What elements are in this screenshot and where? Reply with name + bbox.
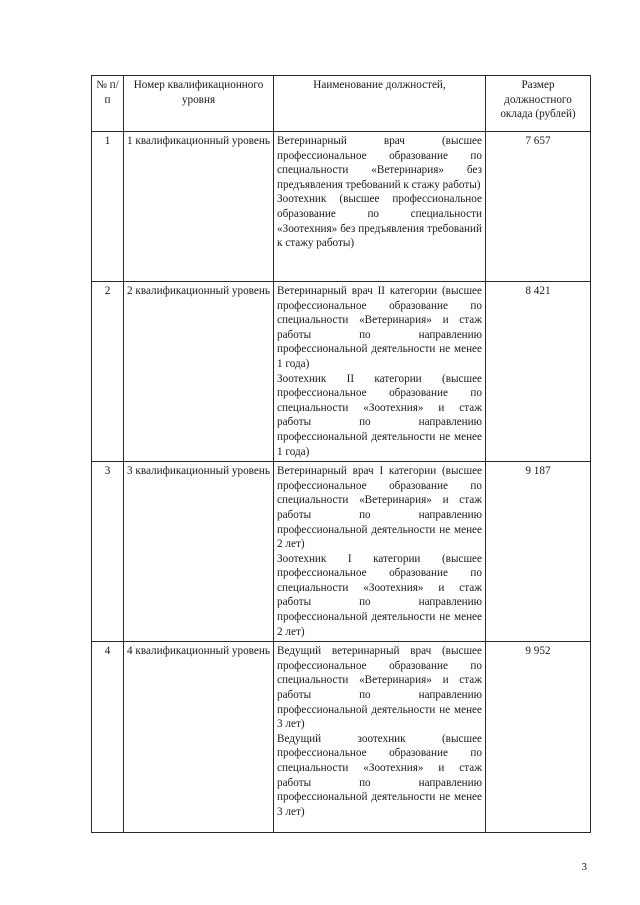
row-number: 3 [92, 462, 124, 642]
table-row [92, 282, 591, 462]
table-row [92, 132, 591, 282]
header-level: Номер квалификационного уровня [124, 76, 274, 132]
page-number: 3 [581, 861, 587, 873]
position-text: Ведущий зоотехник (высшее профессиональное образование по специальности «Зоотехния» и стаж работы по направлению профессиональной деятельности не менее 3 лет) [277, 732, 482, 818]
row-salary: 9 952 [486, 642, 591, 833]
header-number: № п/п [92, 76, 124, 132]
row-level: 3 квалификационный уровень [124, 462, 274, 642]
row-salary: 9 187 [486, 462, 591, 642]
row-positions [274, 282, 486, 462]
table-header-row [92, 76, 591, 132]
row-positions [274, 132, 486, 282]
row-positions [274, 462, 486, 642]
table-row [92, 462, 591, 642]
row-positions [274, 642, 486, 833]
header-salary: Размер должностного оклада (рублей) [486, 76, 591, 132]
position-text: Зоотехник II категории (высшее профессиональное образование по специальности «Зоотехния» и стаж работы по направлению профессиональной деятельности не менее 1 года) [277, 372, 482, 458]
row-level: 4 квалификационный уровень [124, 642, 274, 833]
position-text: Зоотехник (высшее профессиональное образование по специальности «Зоотехния» без предъявления требований к стажу работы) [277, 193, 482, 250]
row-number: 2 [92, 282, 124, 462]
row-salary: 7 657 [486, 132, 591, 282]
position-text: Ветеринарный врач I категории (высшее профессиональное образование по специальности «Ветеринария» и стаж работы по направлению профессиональной деятельности не менее 2 лет) [277, 465, 482, 551]
row-level: 1 квалификационный уровень [124, 132, 274, 282]
table-row [92, 642, 591, 833]
position-text: Ведущий ветеринарный врач (высшее профессиональное образование по специальности «Ветеринария» и стаж работы по направлению профессиональной деятельности не менее 3 лет) [277, 645, 482, 731]
salary-table [91, 75, 591, 833]
position-text: Ветеринарный врач (высшее профессиональное образование по специальности «Ветеринария» без предъявления требований к стажу работы) [277, 135, 482, 191]
row-salary: 8 421 [486, 282, 591, 462]
position-text: Зоотехник I категории (высшее профессиональное образование по специальности «Зоотехния» и стаж работы по направлению профессиональной деятельности не менее 2 лет) [277, 552, 482, 638]
row-number: 1 [92, 132, 124, 282]
row-number: 4 [92, 642, 124, 833]
row-level: 2 квалификационный уровень [124, 282, 274, 462]
header-positions: Наименование должностей, [274, 76, 486, 132]
position-text: Ветеринарный врач II категории (высшее профессиональное образование по специальности «Ветеринария» и стаж работы по направлению профессиональной деятельности не менее 1 года) [277, 285, 482, 370]
